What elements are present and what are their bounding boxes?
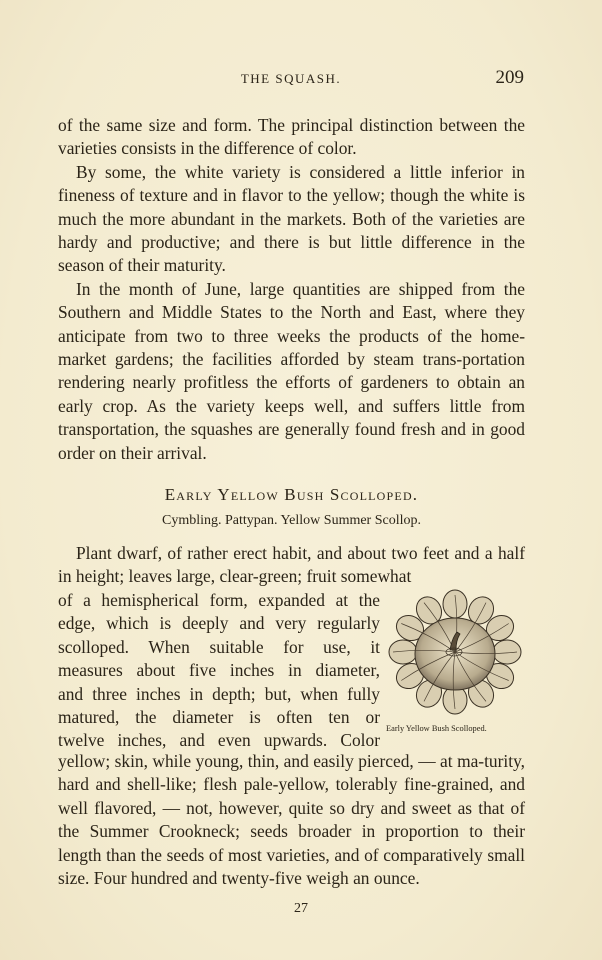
paragraph-june-shipping: In the month of June, large quantities are shipped from the Southern and Middle States to the North and East, where they anticipate from two to three weeks the products of the home-market gardens; the facilities afforded by steam trans-portation rendering nearly profitless the efforts of gardeners to obtain an early crop. As the variety keeps well, and suffers little from transportation, the squashes are generally found fresh and in good order on their arrival. xyxy=(58,278,525,463)
section-heading: Early Yellow Bush Scolloped. xyxy=(164,485,419,504)
description-line: of a hemispherical form, expanded at the xyxy=(58,590,380,610)
running-title: THE SQUASH. xyxy=(240,71,342,86)
section-synonyms: Cymbling. Pattypan. Yellow Summer Scollop. xyxy=(161,513,421,528)
description-rest-text: yellow; skin, while young, thin, and easily pierced, — at ma-turity, hard and shell-like; flesh pale-yellow, tolerably fine-grained, and well flavored, — not, however, quite so dry and sweet as that of the Summer Crookneck; seeds broader in proportion to their length than the seeds of most varieties, and of comparatively small size. Four hundred and twenty-five weigh an ounce. xyxy=(58,751,525,889)
description-rest xyxy=(58,750,525,890)
signature-mark: 27 xyxy=(294,901,308,916)
description-wrapped-text xyxy=(58,589,380,753)
squash-lobe xyxy=(443,590,467,618)
running-head xyxy=(58,67,524,91)
description-line: and three inches in depth; but, when fully xyxy=(58,683,380,704)
scolloped-squash-engraving xyxy=(384,588,526,718)
paragraph-white-variety: By some, the white variety is considered a little inferior in fineness of texture and in flavor to the yellow; though the white is much the more abundant in the markets. Both of the varieties are hardy and productive; and there is but little difference in the season of their maturity. xyxy=(58,161,525,276)
page-number: 209 xyxy=(495,67,524,88)
squash-illustration xyxy=(384,588,526,718)
figure-caption: Early Yellow Bush Scolloped. xyxy=(386,724,487,733)
description-line: measures about five inches in diameter, xyxy=(58,660,380,681)
description-line: twelve inches, and even upwards. Color xyxy=(58,730,380,751)
body-text xyxy=(58,114,525,465)
description-intro-text: Plant dwarf, of rather erect habit, and about two feet and a half in height; leaves large, clear-green; fruit somewhat xyxy=(58,543,525,587)
description-line: edge, which is deeply and very regularly xyxy=(58,613,380,634)
paragraph-continuation: of the same size and form. The principal distinction between the varieties consists in the difference of color. xyxy=(58,115,525,159)
description-line: matured, the diameter is often ten or xyxy=(58,707,380,728)
description-line: scolloped. When suitable for use, it xyxy=(58,636,380,657)
description-intro xyxy=(58,542,525,589)
